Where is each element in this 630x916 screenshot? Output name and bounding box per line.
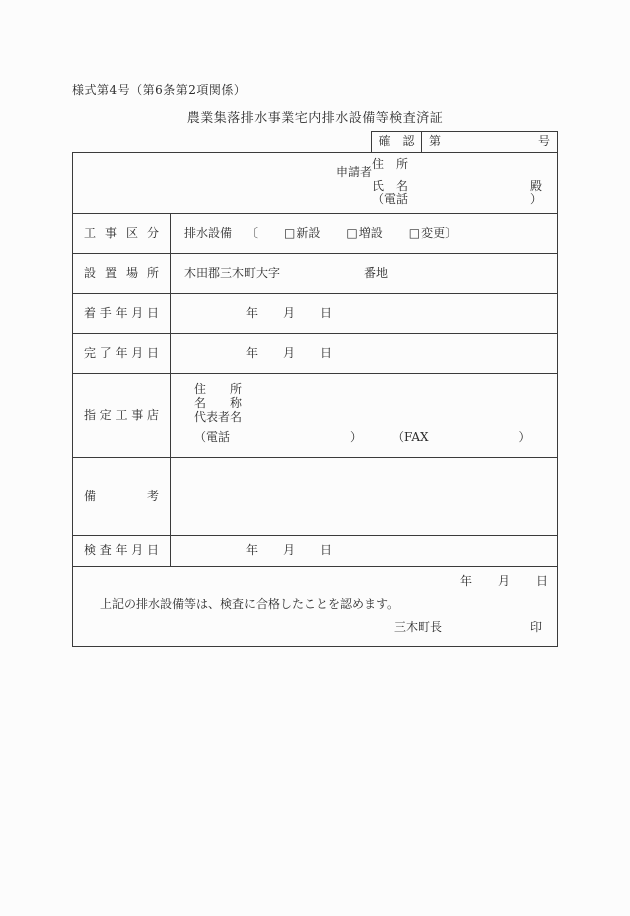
applicant-name-label: 氏 名: [372, 179, 409, 193]
construction-type-row: [73, 213, 557, 253]
contractor-phone-open: （電話: [194, 430, 231, 444]
contractor-label: 指定工事店: [84, 407, 159, 422]
start-date-label: 着手年月日: [84, 305, 159, 320]
certification-date-line: [73, 575, 557, 589]
remarks-value[interactable]: [171, 458, 557, 535]
location-value: [171, 254, 557, 293]
inspection-date-label: 検査年月日: [84, 543, 159, 558]
start-date-year: 年: [246, 305, 259, 320]
completion-date-day: 日: [320, 345, 333, 360]
confirmation-label: 確 認: [372, 132, 422, 152]
contractor-fax-close: ）: [518, 430, 531, 444]
applicant-phone-close: ）: [529, 192, 542, 206]
location-suffix: 番地: [364, 265, 389, 280]
certification-section: [73, 566, 557, 646]
applicant-address-label: 住 所: [372, 157, 409, 171]
signer-title: 三木町長: [393, 619, 442, 634]
contractor-address-label: 住 所: [194, 382, 243, 396]
confirmation-box: [371, 131, 558, 153]
start-date-value: [171, 294, 557, 333]
applicant-phone-open: （電話: [372, 192, 409, 206]
location-label: 設置場所: [84, 265, 159, 280]
applicant-block: [336, 158, 542, 206]
construction-type-prefix: 排水設備: [184, 225, 233, 240]
contractor-phone-close: ）: [350, 430, 363, 444]
option-change: [409, 227, 445, 241]
location-prefix: 木田郡三木町大字: [184, 265, 281, 280]
remarks-label-cell: [73, 458, 171, 535]
contractor-name-label: 名 称: [194, 396, 243, 410]
confirmation-number-suffix: 号: [537, 134, 550, 149]
form-number: 様式第4号（第6条第2項関係）: [72, 83, 247, 97]
location-row: [73, 253, 557, 293]
applicant-honorific: 殿: [529, 179, 542, 193]
page-title: 農業集落排水事業宅内排水設備等検査済証: [186, 111, 444, 126]
certification-date-year: 年: [459, 574, 472, 588]
applicant-role-label: 申請者: [336, 165, 373, 179]
contractor-value: [171, 374, 557, 457]
inspection-date-value: [171, 536, 557, 566]
checkbox-extension[interactable]: □: [346, 225, 358, 240]
applicant-phone-line: [372, 193, 542, 206]
remarks-row: [73, 457, 557, 535]
location-label-cell: [73, 254, 171, 293]
completion-date-year: 年: [246, 345, 259, 360]
start-date-label-cell: [73, 294, 171, 333]
applicant-row: [73, 153, 557, 213]
start-date-month: 月: [283, 305, 296, 320]
inspection-date-row: [73, 535, 557, 566]
contractor-fax-open: （FAX: [392, 430, 429, 444]
completion-date-row: [73, 333, 557, 373]
seal-mark: 印: [529, 619, 542, 634]
certification-sign-line: [73, 621, 557, 635]
inspection-date-year: 年: [246, 543, 259, 558]
construction-type-value: [171, 214, 557, 253]
certification-date-month: 月: [497, 574, 510, 588]
completion-date-label: 完了年月日: [84, 345, 159, 360]
construction-type-label-cell: [73, 214, 171, 253]
contractor-row: [73, 373, 557, 457]
option-extension-label: 増設: [358, 225, 383, 240]
construction-type-label: 工事区分: [84, 225, 159, 240]
confirmation-number-prefix: 第: [429, 134, 442, 149]
contractor-representative-label: 代表者名: [194, 410, 243, 424]
option-new: [284, 227, 320, 241]
bracket-open: 〔: [246, 225, 259, 240]
completion-date-label-cell: [73, 334, 171, 373]
start-date-day: 日: [320, 305, 333, 320]
remarks-label: 備考: [84, 488, 159, 503]
completion-date-value: [171, 334, 557, 373]
start-date-row: [73, 293, 557, 333]
option-extension: [346, 227, 382, 241]
applicant-lines: [372, 158, 542, 206]
contractor-phone-line: [194, 430, 557, 444]
option-change-label: 変更: [421, 225, 446, 240]
inspection-date-month: 月: [283, 543, 296, 558]
checkbox-new[interactable]: □: [284, 225, 296, 240]
bracket-close: 〕: [445, 225, 458, 240]
option-new-label: 新設: [296, 225, 321, 240]
checkbox-change[interactable]: □: [408, 225, 421, 240]
completion-date-month: 月: [283, 345, 296, 360]
main-table: [72, 152, 558, 647]
certification-statement: 上記の排水設備等は、検査に合格したことを認めます。: [100, 596, 400, 611]
certification-date-day: 日: [535, 574, 548, 588]
inspection-date-label-cell: [73, 536, 171, 566]
contractor-label-cell: [73, 374, 171, 457]
inspection-date-day: 日: [320, 543, 333, 558]
confirmation-number-cell: [422, 132, 557, 152]
applicant-address-line: [372, 158, 542, 171]
